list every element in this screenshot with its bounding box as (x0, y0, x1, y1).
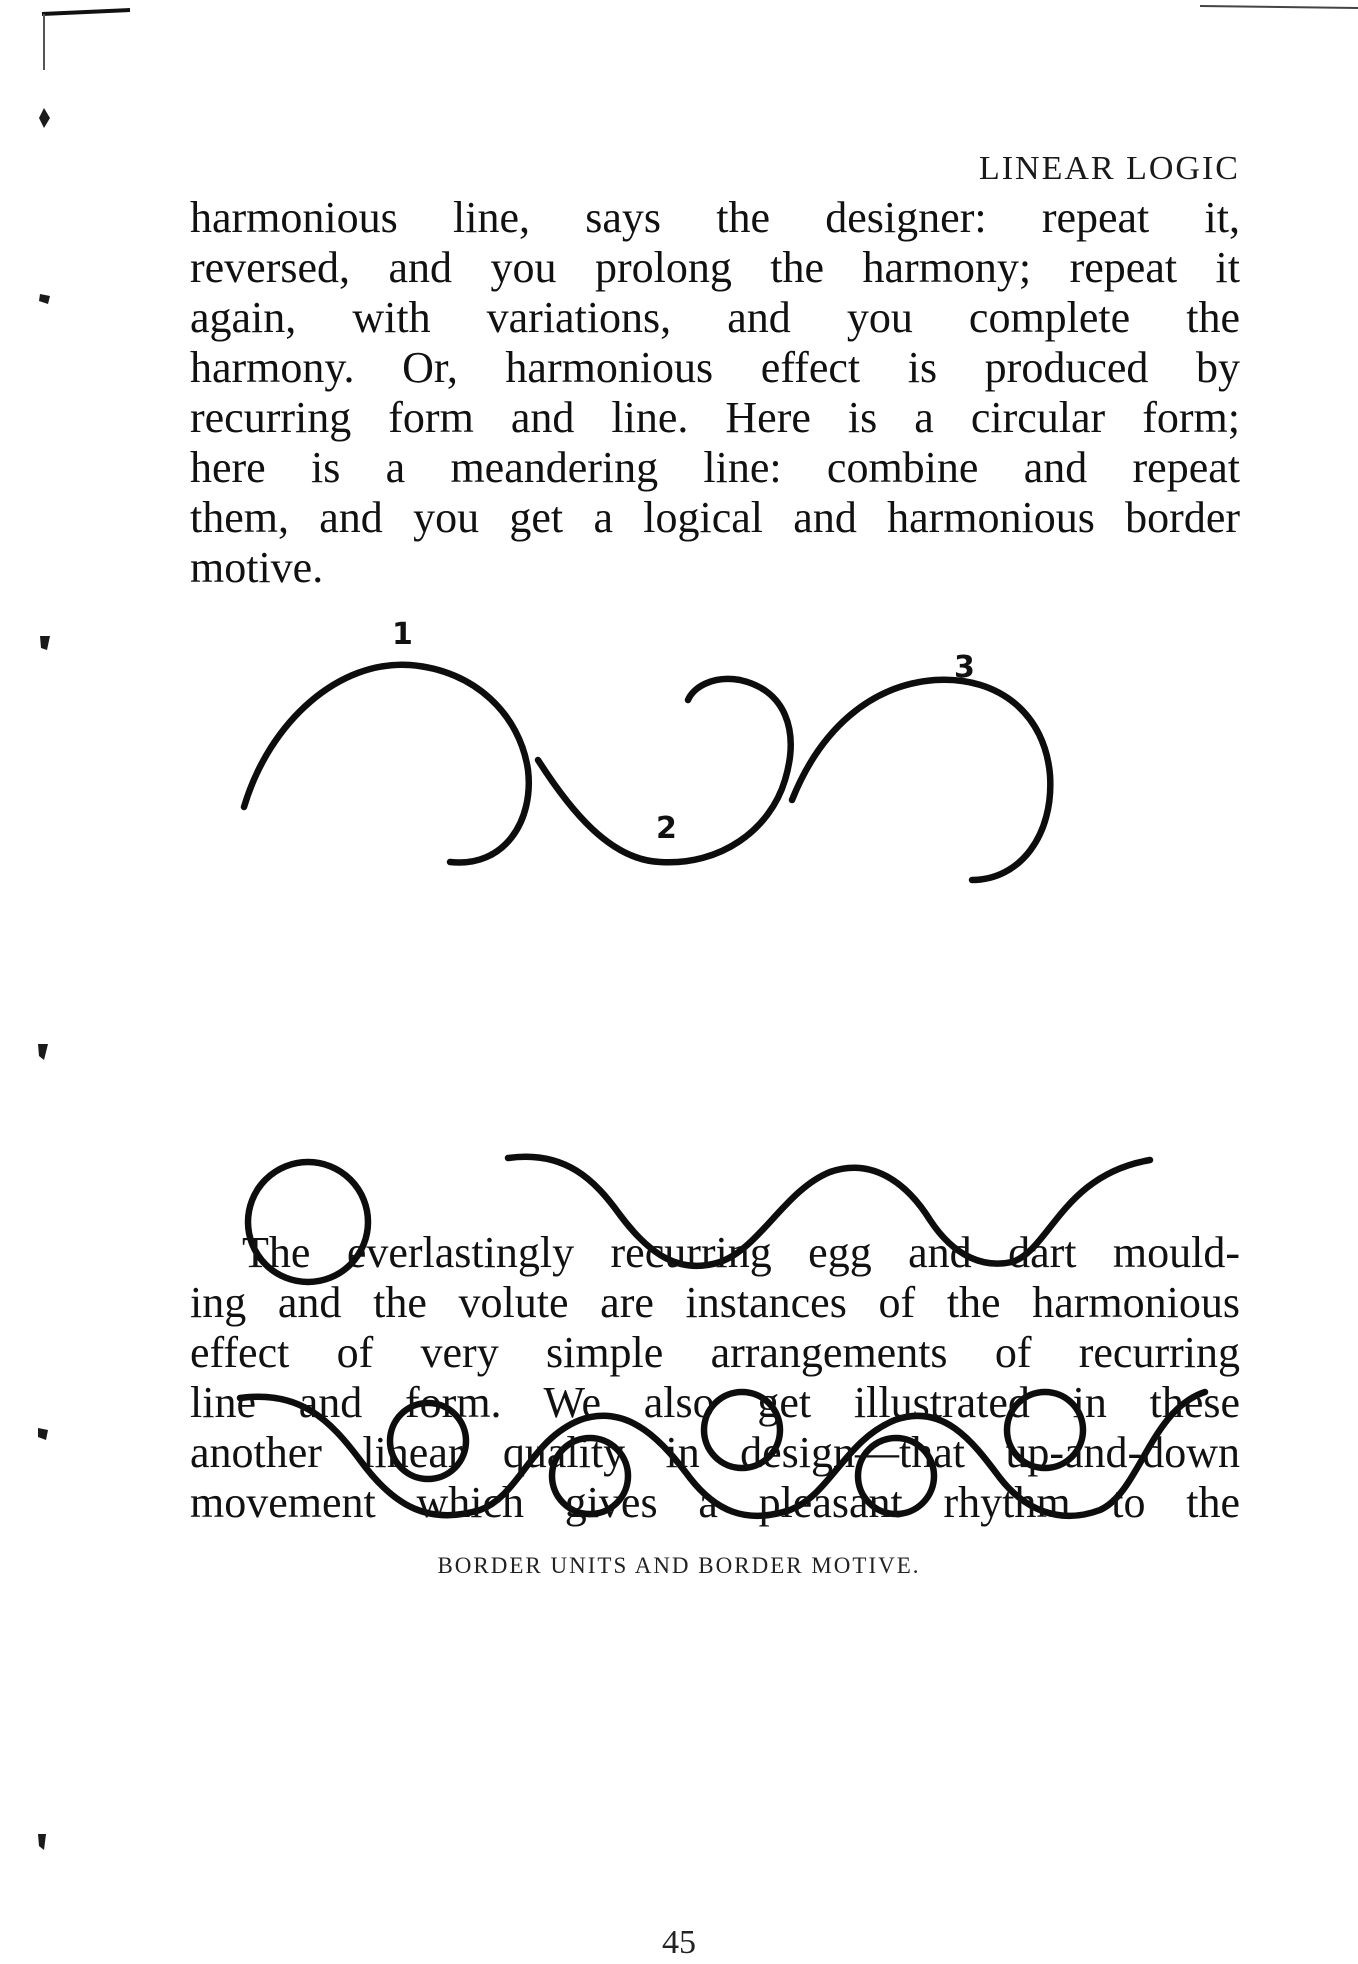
unit-1-arc (244, 665, 529, 863)
figure-label-1: 1 (392, 617, 413, 652)
figure-label-2: 2 (656, 811, 677, 846)
text-line: them, and you get a logical and harmonious border (190, 493, 1240, 542)
text-line: line and form. We also get illustrated in these (190, 1378, 1240, 1427)
text-line: recurring form and line. Here is a circular form; (190, 393, 1240, 442)
text-line: effect of very simple arrangements of recurring (190, 1328, 1240, 1377)
corner-mark (42, 10, 130, 14)
figure-caption: BORDER UNITS AND BORDER MOTIVE. (437, 1553, 921, 1578)
top-rule-right (1200, 6, 1358, 8)
text-line: another linear quality in design—that up-and-down (190, 1428, 1240, 1477)
text-line: here is a meandering line: combine and repeat (190, 443, 1240, 492)
text-line: again, with variations, and you complete the (190, 293, 1240, 342)
text-line: movement which gives a pleasant rhythm to the (190, 1478, 1240, 1527)
text-line: ing and the volute are instances of the harmonious (190, 1278, 1240, 1327)
unit-3-arc (792, 680, 1050, 880)
text-line: harmony. Or, harmonious effect is produced by (190, 343, 1240, 392)
paragraph-2 (190, 1228, 1240, 1528)
text-line: motive. (190, 543, 324, 592)
page-number: 45 (662, 1924, 696, 1961)
paragraph-1 (190, 193, 1240, 593)
unit-2-arc (538, 679, 791, 862)
text-line: harmonious line, says the designer: repeat it, (190, 193, 1240, 242)
text-line: The everlastingly recurring egg and dart mould- (242, 1228, 1240, 1277)
border-units-figure (244, 617, 1050, 880)
text-line: reversed, and you prolong the harmony; repeat it (190, 243, 1240, 292)
figure-label-3: 3 (954, 650, 975, 685)
running-head: LINEAR LOGIC (978, 150, 1240, 187)
binding-marks (38, 108, 50, 1850)
